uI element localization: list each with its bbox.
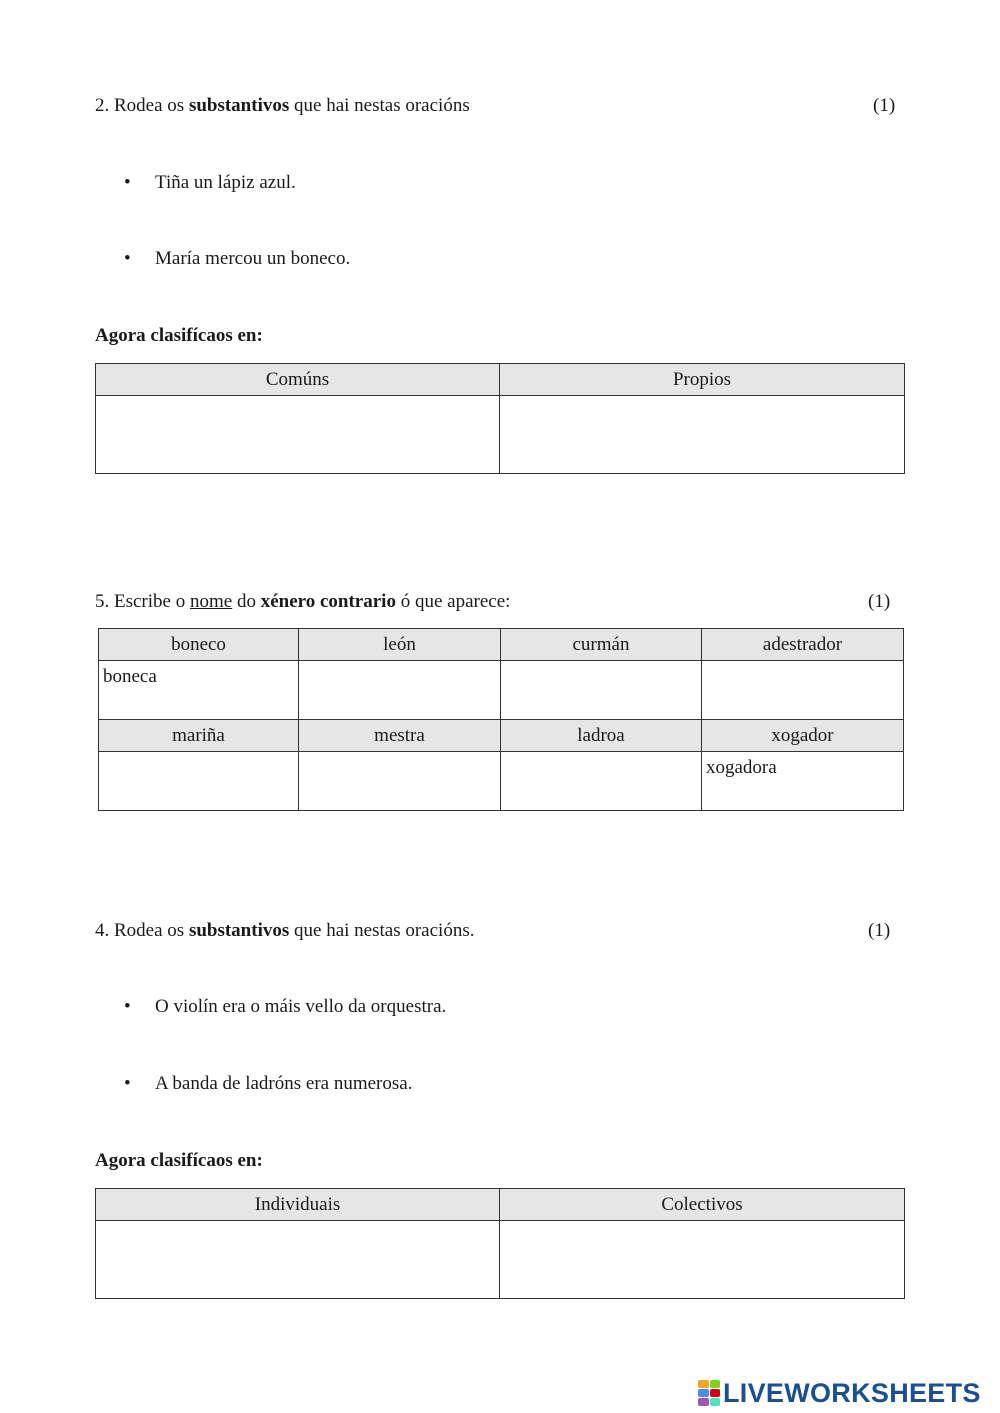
section-2-instruction xyxy=(95,95,470,117)
sentence-text: O violín era o máis vello da orquestra. xyxy=(155,996,447,1017)
answer-cell[interactable] xyxy=(299,661,501,720)
classify-label: Agora clasifícaos en: xyxy=(95,325,263,346)
bullet-icon: • xyxy=(124,996,131,1017)
classify-label: Agora clasifícaos en: xyxy=(95,1150,263,1171)
logo-mark-square xyxy=(698,1398,709,1406)
instruction-bold: substantivos xyxy=(188,95,290,116)
logo-mark-square xyxy=(710,1389,721,1397)
word-header: mestra xyxy=(299,720,501,752)
instruction-underlined: nome xyxy=(189,591,233,612)
bullet-icon: • xyxy=(124,172,131,193)
sentence-text: María mercou un boneco. xyxy=(155,248,351,269)
logo-mark-square xyxy=(698,1389,709,1397)
instruction-text: Rodea os xyxy=(114,920,185,941)
instruction-text: Escribe o xyxy=(114,591,186,612)
gender-table xyxy=(98,628,904,811)
answer-cell-comuns[interactable] xyxy=(96,396,500,474)
sentence-text: A banda de ladróns era numerosa. xyxy=(155,1073,413,1094)
sentence-text: Tiña un lápiz azul. xyxy=(155,172,296,193)
answer-cell-propios[interactable] xyxy=(500,396,905,474)
logo-mark-square xyxy=(698,1380,709,1388)
table-header: Comúns xyxy=(96,364,500,396)
word-header: adestrador xyxy=(702,629,904,661)
table-header: Individuais xyxy=(96,1189,500,1221)
answer-cell[interactable] xyxy=(299,752,501,811)
answer-cell[interactable]: boneca xyxy=(99,661,299,720)
answer-cell-colectivos[interactable] xyxy=(500,1221,905,1299)
answer-cell[interactable] xyxy=(501,661,702,720)
answer-cell[interactable] xyxy=(501,752,702,811)
liveworksheets-logo xyxy=(698,1378,981,1408)
instruction-bold: xénero contrario xyxy=(260,591,396,612)
points-label: (1) xyxy=(873,95,896,116)
answer-cell[interactable] xyxy=(702,661,904,720)
answer-cell[interactable]: xogadora xyxy=(702,752,904,811)
instruction-text: ó que aparece: xyxy=(400,591,511,612)
answer-cell[interactable] xyxy=(99,752,299,811)
word-header: xogador xyxy=(702,720,904,752)
logo-mark-icon xyxy=(698,1380,720,1406)
bullet-icon: • xyxy=(124,248,131,269)
logo-wordmark: LIVEWORKSHEETS xyxy=(723,1377,981,1408)
instruction-text: Rodea os xyxy=(114,95,185,116)
instruction-text: que hai nestas oracións. xyxy=(294,920,475,941)
instruction-text: que hai nestas oracións xyxy=(294,95,470,116)
word-header: mariña xyxy=(99,720,299,752)
word-header: boneco xyxy=(99,629,299,661)
instruction-bold: substantivos xyxy=(188,920,290,941)
word-header: curmán xyxy=(501,629,702,661)
classification-table xyxy=(95,1188,905,1299)
question-number: 5. xyxy=(95,591,110,612)
table-header: Propios xyxy=(500,364,905,396)
points-label: (1) xyxy=(868,591,891,612)
classification-table xyxy=(95,363,905,474)
word-header: ladroa xyxy=(501,720,702,752)
answer-cell-individuais[interactable] xyxy=(96,1221,500,1299)
logo-mark-square xyxy=(710,1380,721,1388)
question-number: 2. xyxy=(95,95,110,116)
section-4-instruction xyxy=(95,920,474,942)
points-label: (1) xyxy=(868,920,891,941)
question-number: 4. xyxy=(95,920,110,941)
word-header: león xyxy=(299,629,501,661)
table-header: Colectivos xyxy=(500,1189,905,1221)
section-5-instruction xyxy=(95,591,510,613)
instruction-text: do xyxy=(236,591,256,612)
logo-mark-square xyxy=(710,1398,721,1406)
bullet-icon: • xyxy=(124,1073,131,1094)
